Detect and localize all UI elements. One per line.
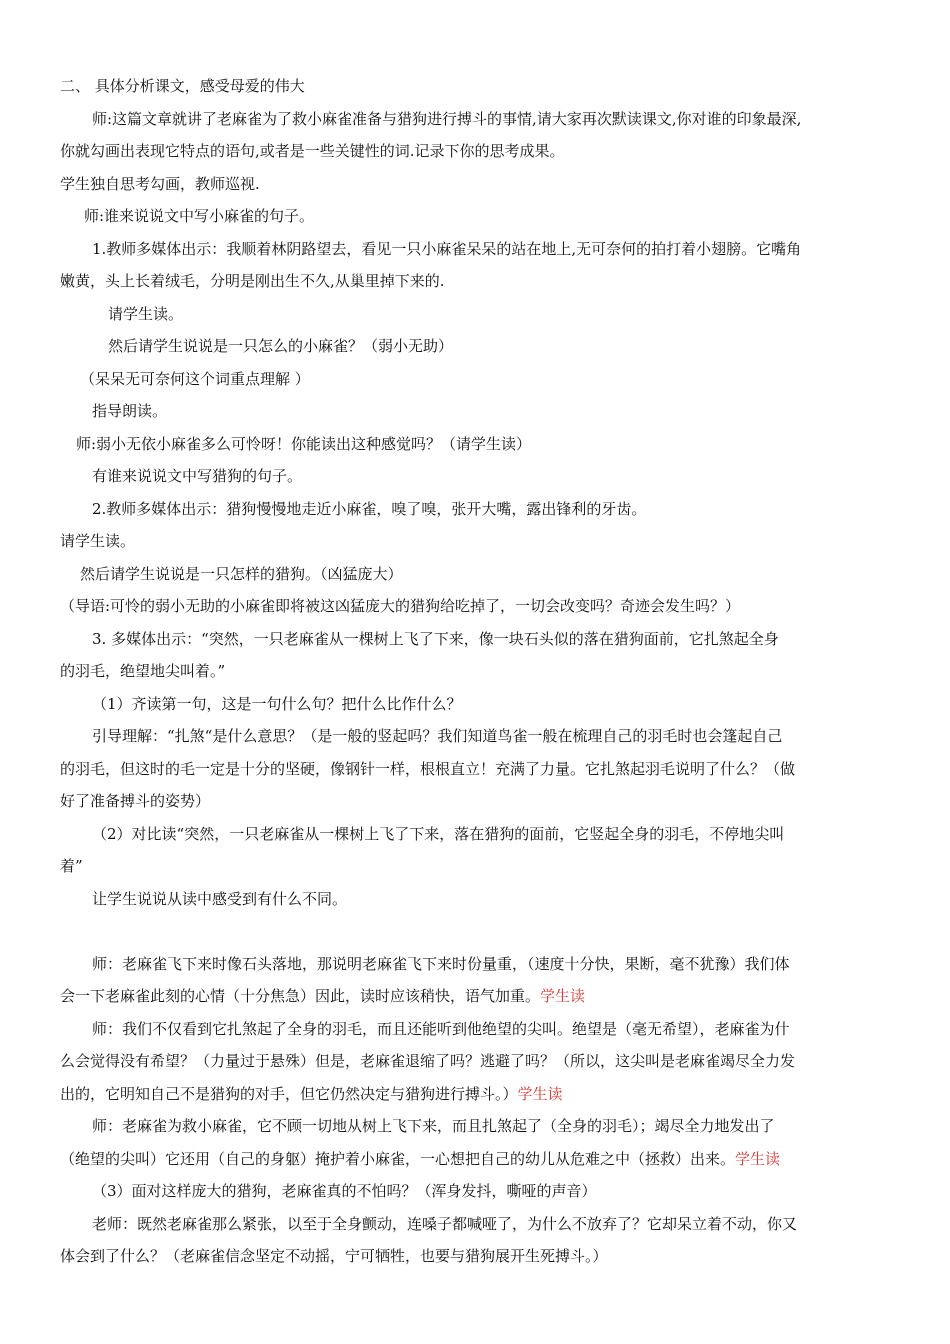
paragraph-line: （3）面对这样庞大的猎狗，老麻雀真的不怕吗？（浑身发抖，嘶哑的声音）	[92, 1182, 597, 1200]
paragraph-line: 师：我们不仅看到它扎煞起了全身的羽毛，而且还能听到他绝望的尖叫。绝望是（毫无希望），老麻雀为什	[92, 1020, 790, 1038]
student-reads-note: 学生读	[735, 1150, 781, 1168]
paragraph-line: 1.教师多媒体出示：我顺着林阴路望去，看见一只小麻雀呆呆的站在地上,无可奈何的拍打着小翅膀。它嘴角	[92, 240, 802, 258]
paragraph-line: 师：老麻雀为救小麻雀，它不顾一切地从树上飞下来，而且扎煞起了（全身的羽毛）；竭尽全力地发出了	[92, 1117, 775, 1135]
paragraph-line: 请学生读。	[60, 532, 136, 550]
paragraph-line: 的羽毛，但这时的毛一定是十分的坚硬，像钢针一样，根根直立！充满了力量。它扎煞起羽毛说明了什么？（做	[60, 760, 796, 778]
line-text: （绝望的尖叫）它还用（自己的身躯）掩护着小麻雀，一心想把自己的幼儿从危难之中（拯救）出来。	[60, 1150, 736, 1168]
paragraph-line	[60, 1148, 895, 1170]
paragraph-line: 让学生说说从读中感受到有什么不同。	[92, 890, 348, 908]
paragraph-line: 2.教师多媒体出示：猎狗慢慢地走近小麻雀，嗅了嗅，张开大嘴，露出锋利的牙齿。	[92, 500, 647, 518]
paragraph-line	[60, 1083, 895, 1105]
paragraph-line: （2）对比读“突然，一只老麻雀从一棵树上飞了下来，落在猎狗的面前，它竖起全身的羽毛，不停地尖叫	[92, 825, 785, 843]
paragraph-line: （呆呆无可奈何这个词重点理解 ）	[80, 370, 310, 388]
paragraph-line: 着”	[60, 857, 83, 875]
paragraph-line: 么会觉得没有希望？（力量过于悬殊）但是，老麻雀退缩了吗？逃避了吗？（所以，这尖叫是老麻雀竭尽全力发	[60, 1052, 796, 1070]
paragraph-line: 有谁来说说文中写猎狗的句子。	[92, 467, 303, 485]
paragraph-line	[60, 985, 895, 1007]
paragraph-line: 师:弱小无依小麻雀多么可怜呀！你能读出这种感觉吗？（请学生读）	[76, 435, 532, 453]
paragraph-line: 引导理解：“扎煞“是什么意思？（是一般的竖起吗？我们知道鸟雀一般在梳理自己的羽毛时也会篷起自己	[92, 727, 783, 745]
paragraph-line: 好了准备搏斗的姿势）	[60, 792, 211, 810]
student-reads-note: 学生读	[540, 987, 586, 1005]
paragraph-line: 师：老麻雀飞下来时像石头落地，那说明老麻雀飞下来时份量重，（速度十分快，果断，毫不犹豫）我们体	[92, 955, 790, 973]
paragraph-line: 然后请学生说说是一只怎么的小麻雀？（弱小无助）	[108, 337, 454, 355]
line-text: 会一下老麻雀此刻的心情（十分焦急）因此，读时应该稍快，语气加重。	[60, 987, 541, 1005]
paragraph-line: 你就勾画出表现它特点的语句,或者是一些关键性的词.记录下你的思考成果。	[60, 142, 565, 160]
paragraph-line: 体会到了什么？（老麻雀信念坚定不动摇，宁可牺牲，也要与猎狗展开生死搏斗。）	[60, 1247, 608, 1265]
paragraph-line: （导语:可怜的弱小无助的小麻雀即将被这凶猛庞大的猎狗给吃掉了，一切会改变吗？奇迹会发生吗？）	[60, 597, 741, 615]
paragraph-line: 老师：既然老麻雀那么紧张，以至于全身颤动，连嗓子都喊哑了，为什么不放弃了？它却呆立着不动，你又	[92, 1215, 798, 1233]
paragraph-line: 指导朗读。	[92, 402, 168, 420]
paragraph-line: 3. 多媒体出示：“突然，一只老麻雀从一棵树上飞了下来，像一块石头似的落在猎狗面前，它扎煞起全身	[92, 630, 779, 648]
paragraph-line: （1）齐读第一句，这是一句什么句？把什么比作什么？	[92, 695, 462, 713]
paragraph-line: 的羽毛，绝望地尖叫着。”	[60, 662, 226, 680]
line-text: 出的，它明知自己不是猎狗的对手，但它仍然决定与猎狗进行搏斗。）	[60, 1085, 518, 1103]
student-reads-note: 学生读	[517, 1085, 563, 1103]
paragraph-line: 请学生读。	[108, 305, 184, 323]
paragraph-line: 嫩黄，头上长着绒毛，分明是刚出生不久,从巢里掉下来的.	[60, 272, 445, 290]
paragraph-line: 师:这篇文章就讲了老麻雀为了救小麻雀准备与猎狗进行搏斗的事情,请大家再次默读课文,你对谁的印象最深,	[92, 110, 802, 128]
paragraph-line: 然后请学生说说是一只怎样的猎狗。（凶猛庞大）	[80, 565, 403, 583]
paragraph-line: 学生独自思考勾画，教师巡视.	[60, 175, 260, 193]
section-heading: 二、 具体分析课文，感受母爱的伟大	[60, 77, 305, 95]
paragraph-line: 师:谁来说说文中写小麻雀的句子。	[84, 207, 315, 225]
